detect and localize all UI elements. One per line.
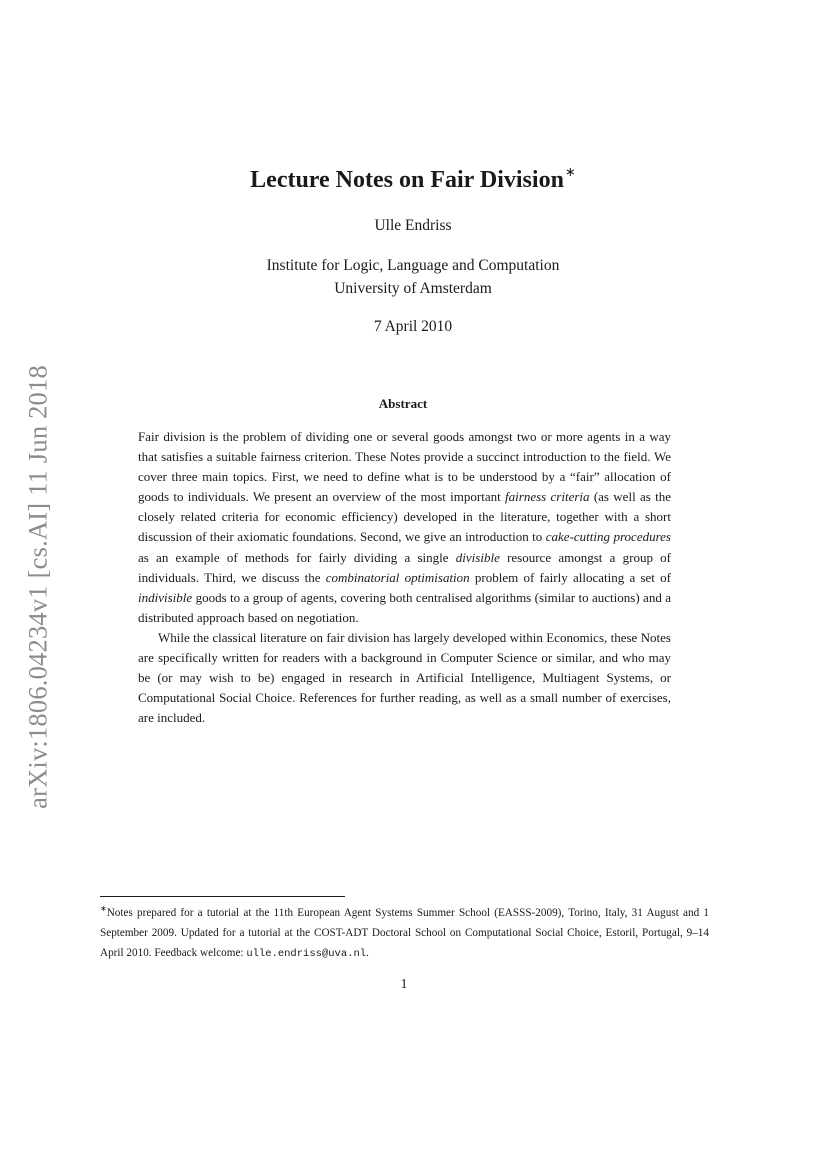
footnote-text: Notes prepared for a tutorial at the 11th European Agent Systems Summer School (EASSS-2009), Torino, Italy, 31 August and 1 September 2009. Updated for a tutorial at the COST-ADT Doctoral School on Computational Social Choice, Estoril, Portugal, 9–14 April 2010. Feedback welcome: [100,907,709,959]
abstract-text: Fair division is the problem of dividing one or several goods amongst two or more agents in a way that satisfies a suitable fairness criterion. These Notes provide a succinct introduction to the field. We cover three main topics. First, we need to define what is to be understood by a “fair” allocation of goods to individuals. We present an overview of the most important [138,429,671,505]
abstract-text: goods to a group of agents, covering both centralised algorithms (similar to auctions) and a distributed approach based on negotiation. [138,589,671,625]
abstract-body [138,427,671,728]
abstract-emphasis: indivisible [138,589,193,605]
abstract-heading: Abstract [378,396,428,411]
abstract-text: resource amongst a group of individuals. Third, we discuss the [138,549,672,585]
abstract-emphasis: combinatorial optimisation [325,569,470,585]
paper-title-text: Lecture Notes on Fair Division [250,167,564,193]
abstract-paragraph-1 [138,427,671,628]
affiliation-line-1: Institute for Logic, Language and Computation [266,257,560,274]
footnote-rule [100,896,345,897]
title-footnote-mark: ∗ [564,164,576,179]
footnote [100,899,709,964]
footnote-end: . [366,947,369,959]
arxiv-identifier-text: arXiv:1806.04234v1 [cs.AI] 11 Jun 2018 [22,365,53,809]
page-number: 1 [400,977,408,992]
abstract-text: problem of fairly allocating a set of [469,569,671,585]
footnote-email: ulle.endriss@uva.nl [246,948,367,960]
abstract-text: (as well as the closely related criteria for economic efficiency) developed in the literature, together with a short discussion of their axiomatic foundations. Second, we give an introduction to [138,489,672,545]
abstract-emphasis: fairness criteria [505,489,590,505]
abstract-emphasis: divisible [455,549,500,565]
author-name: Ulle Endriss [374,217,452,234]
affiliation-line-2: University of Amsterdam [334,280,492,297]
abstract-emphasis: cake-cutting procedures [545,529,671,545]
abstract-text: as an example of methods for fairly dividing a single [138,549,456,565]
paper-title [0,164,826,194]
abstract-paragraph-2: While the classical literature on fair division has largely developed within Economics, these Notes are specifically written for readers with a background in Computer Science or similar, and who may be (or may wish to be) engaged in research in Artificial Intelligence, Multiagent Systems, or Computational Social Choice. References for further reading, as well as a small number of exercises, are included. [138,629,671,726]
footnote-mark: ∗ [100,904,107,913]
paper-date: 7 April 2010 [373,318,453,335]
